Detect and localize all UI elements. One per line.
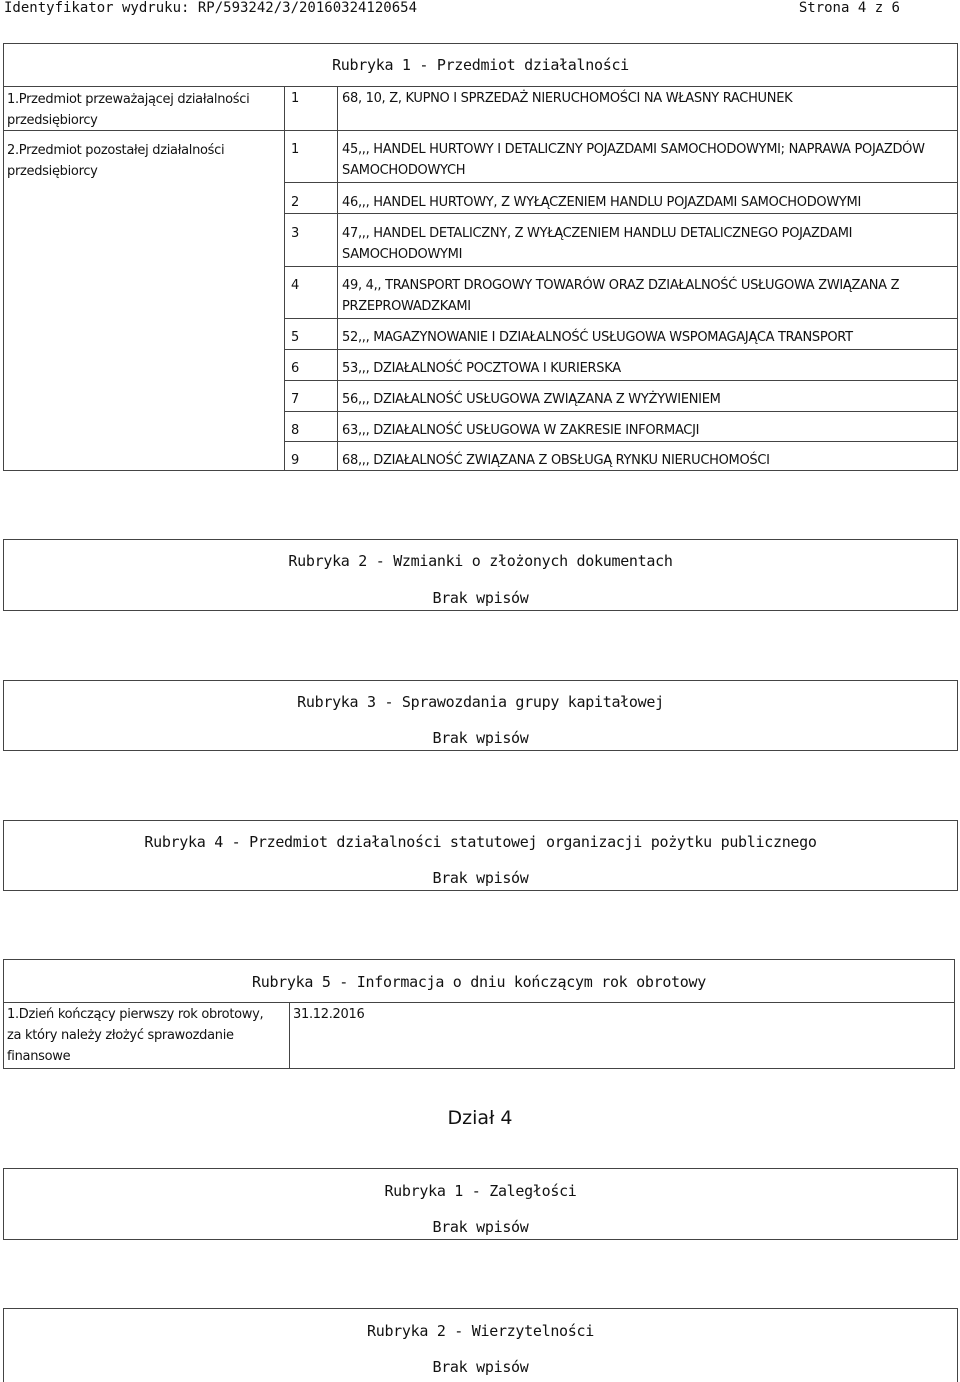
main-item-number: 1 [291,91,300,106]
rubryka-4-title: Rubryka 4 - Przedmiot działalności statutowej organizacji pożytku publicznego [144,833,817,851]
other-item-number: 6 [291,361,300,376]
rubryka-3-content: Brak wpisów [432,729,529,747]
other-activity-label: 2.Przedmiot pozostałej działalności przedsiębiorcy [7,143,225,179]
print-header [0,0,960,22]
dzial-4-rubryka-1-section [3,1168,958,1240]
other-item-number: 7 [291,392,300,407]
rubryka-1-section [3,43,958,471]
rubryka-3-section [3,680,958,751]
dzial-4-rubryka-2-content: Brak wpisów [432,1358,529,1376]
other-item-text: 47,,, HANDEL DETALICZNY, Z WYŁĄCZENIEM HANDLU DETALICZNEGO POJAZDAMI SAMOCHODOWYMI [342,226,853,262]
other-item-text: 53,,, DZIAŁALNOŚĆ POCZTOWA I KURIERSKA [342,361,621,376]
other-item-number: 2 [291,195,300,210]
rubryka-2-section [3,539,958,611]
rubryka-2-content: Brak wpisów [432,589,529,607]
other-item-number: 8 [291,423,300,438]
other-item-number: 1 [291,142,300,157]
dzial-4-rubryka-2-section [3,1308,958,1382]
dzial-4-rubryka-1-title: Rubryka 1 - Zaległości [384,1182,577,1200]
rubryka-2-title: Rubryka 2 - Wzmianki o złożonych dokumentach [288,552,673,570]
other-item-text: 68,,, DZIAŁALNOŚĆ ZWIĄZANA Z OBSŁUGĄ RYNKU NIERUCHOMOŚCI [342,453,770,468]
other-item-number: 9 [291,453,300,468]
rubryka-3-title: Rubryka 3 - Sprawozdania grupy kapitałowej [297,693,664,711]
page-number: Strona 4 z 6 [798,0,900,16]
dzial-4-rubryka-2-title: Rubryka 2 - Wierzytelności [366,1322,594,1340]
main-item-text: 68, 10, Z, KUPNO I SPRZEDAŻ NIERUCHOMOŚCI NA WŁASNY RACHUNEK [342,91,793,106]
dzial-4-title: Dział 4 [447,1107,513,1129]
other-item-number: 5 [291,330,300,345]
other-item-text: 52,,, MAGAZYNOWANIE I DZIAŁALNOŚĆ USŁUGOWA WSPOMAGAJĄCA TRANSPORT [342,330,853,345]
other-item-text: 63,,, DZIAŁALNOŚĆ USŁUGOWA W ZAKRESIE INFORMACJI [342,423,700,438]
fiscal-year-end-value: 31.12.2016 [293,1007,365,1022]
rubryka-1-title: Rubryka 1 - Przedmiot działalności [332,56,629,74]
other-item-text: 49, 4,, TRANSPORT DROGOWY TOWARÓW ORAZ DZIAŁALNOŚĆ USŁUGOWA ZWIĄZANA Z PRZEPROWADZKAMI [342,278,900,314]
other-item-text: 56,,, DZIAŁALNOŚĆ USŁUGOWA ZWIĄZANA Z WYŻYWIENIEM [342,392,721,407]
rubryka-4-content: Brak wpisów [432,869,529,887]
other-item-text: 46,,, HANDEL HURTOWY, Z WYŁĄCZENIEM HANDLU POJAZDAMI SAMOCHODOWYMI [342,195,861,210]
print-identifier: Identyfikator wydruku: RP/593242/3/20160324120654 [4,0,418,16]
rubryka-5-title: Rubryka 5 - Informacja o dniu kończącym rok obrotowy [251,973,706,991]
fiscal-year-end-label: 1.Dzień kończący pierwszy rok obrotowy, za który należy złożyć sprawozdanie finansowe [7,1007,264,1064]
other-item-text: 45,,, HANDEL HURTOWY I DETALICZNY POJAZDAMI SAMOCHODOWYMI; NAPRAWA POJAZDÓW SAMOCHODOWYCH [342,142,925,178]
rubryka-4-section [3,820,958,891]
other-item-number: 3 [291,226,300,241]
other-item-number: 4 [291,278,300,293]
dzial-4-rubryka-1-content: Brak wpisów [432,1218,529,1236]
rubryka-5-section [3,959,955,1069]
main-activity-label: 1.Przedmiot przeważającej działalności przedsiębiorcy [7,92,250,128]
